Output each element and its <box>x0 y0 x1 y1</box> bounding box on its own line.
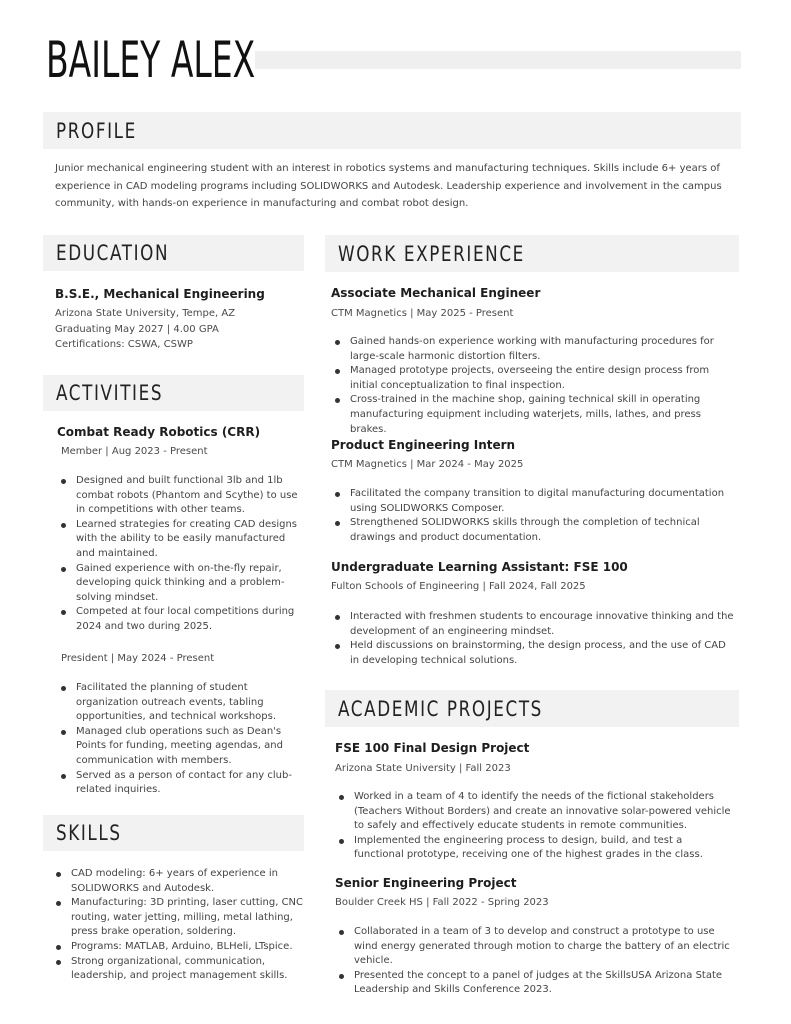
activity-org-title: Combat Ready Robotics (CRR) <box>57 425 261 439</box>
list-item: Managed prototype projects, overseeing the entire design process from initial conceptualization to final inspection. <box>331 364 736 393</box>
list-item: Programs: MATLAB, Arduino, BLHeli, LTspice. <box>52 940 304 955</box>
list-item: Gained hands-on experience working with manufacturing procedures for large-scale harmonic distortion filters. <box>331 335 736 364</box>
list-item: Designed and built functional 3lb and 1lb combat robots (Phantom and Scythe) to use in competitions with other teams. <box>57 474 305 518</box>
list-item: Implemented the engineering process to design, build, and test a functional prototype, receiving one of the highest grades in the class. <box>335 834 735 863</box>
project-title: FSE 100 Final Design Project <box>335 741 530 755</box>
list-item: Presented the concept to a panel of judges at the SkillsUSA Arizona State Leadership and Skills Conference 2023. <box>335 969 735 998</box>
profile-heading-bar <box>43 112 741 149</box>
list-item: Facilitated the company transition to digital manufacturing documentation using SOLIDWORKS Composer. <box>331 487 736 516</box>
project-bullets <box>335 790 735 863</box>
job-meta: Fulton Schools of Engineering | Fall 2024, Fall 2025 <box>331 581 586 592</box>
profile-heading: PROFILE <box>56 118 137 143</box>
certifications: Certifications: CSWA, CSWP <box>55 339 193 350</box>
project-meta: Boulder Creek HS | Fall 2022 - Spring 2023 <box>335 897 549 908</box>
list-item: Worked in a team of 4 to identify the needs of the fictional stakeholders (Teachers Without Borders) and create an innovative solar-powered vehicle to safely and effectively educate students in remote communities. <box>335 790 735 834</box>
list-item: Strong organizational, communication, leadership, and project management skills. <box>52 955 304 984</box>
graduation-info: Graduating May 2027 | 4.00 GPA <box>55 323 219 335</box>
project-meta: Arizona State University | Fall 2023 <box>335 763 511 774</box>
list-item: Competed at four local competitions during 2024 and two during 2025. <box>57 605 305 634</box>
list-item: CAD modeling: 6+ years of experience in SOLIDWORKS and Autodesk. <box>52 867 304 896</box>
job-bullets <box>331 335 736 437</box>
project-bullets <box>335 925 735 998</box>
job-bullets <box>331 610 736 668</box>
list-item: Managed club operations such as Dean's Points for funding, meeting agendas, and communication with members. <box>57 725 305 769</box>
list-item: Served as a person of contact for any club-related inquiries. <box>57 769 305 798</box>
projects-heading: ACADEMIC PROJECTS <box>338 696 543 721</box>
name-accent-bar <box>255 51 741 69</box>
list-item: Manufacturing: 3D printing, laser cutting, CNC routing, water jetting, milling, metal lathing, press brake operation, soldering. <box>52 896 304 940</box>
candidate-name: BAILEY ALEX <box>46 31 256 89</box>
activities-heading-bar <box>43 375 304 411</box>
list-item: Facilitated the planning of student organization outreach events, tabling opportunities, and technical workshops. <box>57 681 305 725</box>
list-item: Gained experience with on-the-fly repair, developing quick thinking and a problem-solving mindset. <box>57 562 305 606</box>
list-item: Collaborated in a team of 3 to develop and construct a prototype to use wind energy generated through motion to charge the battery of an electric vehicle. <box>335 925 735 969</box>
activities-heading: ACTIVITIES <box>56 381 164 405</box>
school-name: Arizona State University, Tempe, AZ <box>55 308 236 319</box>
project-title: Senior Engineering Project <box>335 876 517 890</box>
skills-heading-bar <box>43 815 304 851</box>
degree-title: B.S.E., Mechanical Engineering <box>55 287 265 301</box>
list-item: Interacted with freshmen students to encourage innovative thinking and the development of an engineering mindset. <box>331 610 736 639</box>
job-meta: CTM Magnetics | May 2025 - Present <box>331 308 514 319</box>
list-item: Held discussions on brainstorming, the design process, and the use of CAD in developing technical solutions. <box>331 639 736 668</box>
job-title: Associate Mechanical Engineer <box>331 286 541 300</box>
activity-role-bullets <box>57 474 305 635</box>
job-title: Undergraduate Learning Assistant: FSE 100 <box>331 560 628 574</box>
education-heading: EDUCATION <box>56 241 170 265</box>
projects-heading-bar <box>325 690 739 727</box>
list-item: Strengthened SOLIDWORKS skills through the completion of technical drawings and product documentation. <box>331 516 736 545</box>
activity-role-meta: Member | Aug 2023 - Present <box>61 446 208 457</box>
list-item: Cross-trained in the machine shop, gaining technical skill in operating manufacturing equipment including waterjets, mills, lathes, and press brakes. <box>331 393 736 437</box>
activity-role-meta: President | May 2024 - Present <box>61 653 215 664</box>
work-heading: WORK EXPERIENCE <box>338 241 525 266</box>
profile-summary: Junior mechanical engineering student with an interest in robotics systems and manufacturing techniques. Skills include 6+ years of experience in CAD modeling programs including SOLIDWORKS and Autodesk. Leadership experience and involvement in the campus community, with hands-on experience in manufacturing and combat robot design. <box>55 163 722 209</box>
education-heading-bar <box>43 235 304 271</box>
activity-role-bullets <box>57 681 305 798</box>
skills-list <box>52 867 304 984</box>
job-bullets <box>331 487 736 545</box>
education-entry <box>55 286 300 353</box>
work-heading-bar <box>325 235 739 272</box>
skills-heading: SKILLS <box>56 821 122 845</box>
job-meta: CTM Magnetics | Mar 2024 - May 2025 <box>331 459 524 470</box>
list-item: Learned strategies for creating CAD designs with the ability to be easily manufactured and maintained. <box>57 518 305 562</box>
job-title: Product Engineering Intern <box>331 438 516 452</box>
